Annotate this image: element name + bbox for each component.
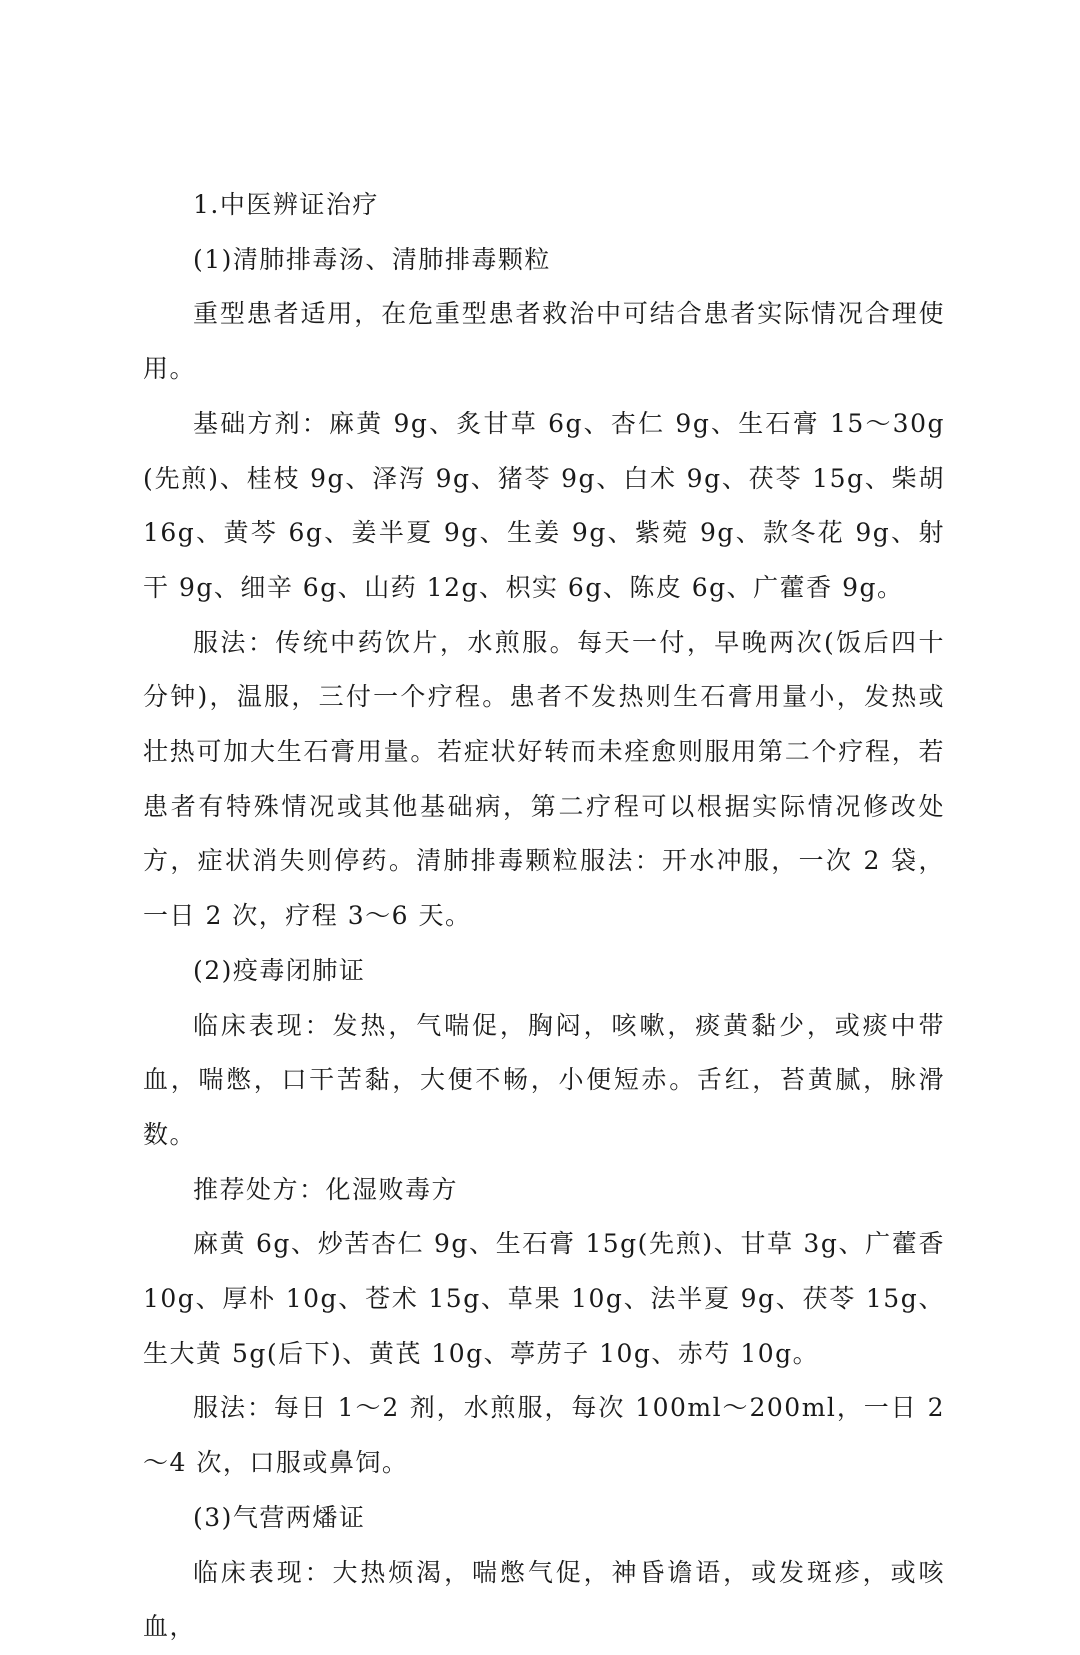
paragraph-clinical-signs: 临床表现：发热，气喘促，胸闷，咳嗽，痰黄黏少，或痰中带血，喘憋，口干苦黏，大便不畅，小便短赤。舌红，苔黄腻，脉滑数。 bbox=[143, 1010, 945, 1149]
heading-tcm-treatment: 1.中医辨证治疗 bbox=[193, 190, 379, 219]
document-body bbox=[143, 178, 945, 1655]
paragraph-clinical-signs-2: 临床表现：大热烦渴，喘憋气促，神昏谵语，或发斑疹，或咳血， bbox=[143, 1557, 945, 1642]
paragraph-indication: 重型患者适用，在危重型患者救治中可结合患者实际情况合理使用。 bbox=[143, 299, 945, 384]
subheading-qiying-liangfan: (3)气营两燔证 bbox=[193, 1502, 366, 1532]
subheading-yidu-bifei: (2)疫毒闭肺证 bbox=[193, 955, 366, 985]
paragraph-recommended-formula: 推荐处方：化湿败毒方 bbox=[193, 1174, 459, 1204]
paragraph-formula-ingredients: 麻黄 6g、炒苦杏仁 9g、生石膏 15g(先煎)、甘草 3g、广藿香 10g、厚朴 10g、苍术 15g、草果 10g、法半夏 9g、茯苓 15g、生大黄 5g(后下)、黄芪 10g、葶苈子 10g、赤芍 10g。 bbox=[143, 1229, 945, 1368]
paragraph-dosage: 服法：每日 1～2 剂，水煎服，每次 100ml～200ml，一日 2～4 次，口服或鼻饲。 bbox=[143, 1393, 945, 1478]
paragraph-base-formula: 基础方剂：麻黄 9g、炙甘草 6g、杏仁 9g、生石膏 15～30g(先煎)、桂枝 9g、泽泻 9g、猪苓 9g、白术 9g、茯苓 15g、柴胡 16g、黄芩 6g、姜半夏 9g、生姜 9g、紫菀 9g、款冬花 9g、射干 9g、细辛 6g、山药 12g、枳实 6g、陈皮 6g、广藿香 9g。 bbox=[143, 408, 945, 602]
subheading-qingfei-paidu: (1)清肺排毒汤、清肺排毒颗粒 bbox=[193, 244, 551, 274]
paragraph-usage: 服法：传统中药饮片，水煎服。每天一付，早晚两次(饭后四十分钟)，温服，三付一个疗程。患者不发热则生石膏用量小，发热或壮热可加大生石膏用量。若症状好转而未痊愈则服用第二个疗程，若患者有特殊情况或其他基础病，第二疗程可以根据实际情况修改处方，症状消失则停药。清肺排毒颗粒服法：开水冲服，一次 2 袋，一日 2 次，疗程 3～6 天。 bbox=[143, 627, 945, 931]
